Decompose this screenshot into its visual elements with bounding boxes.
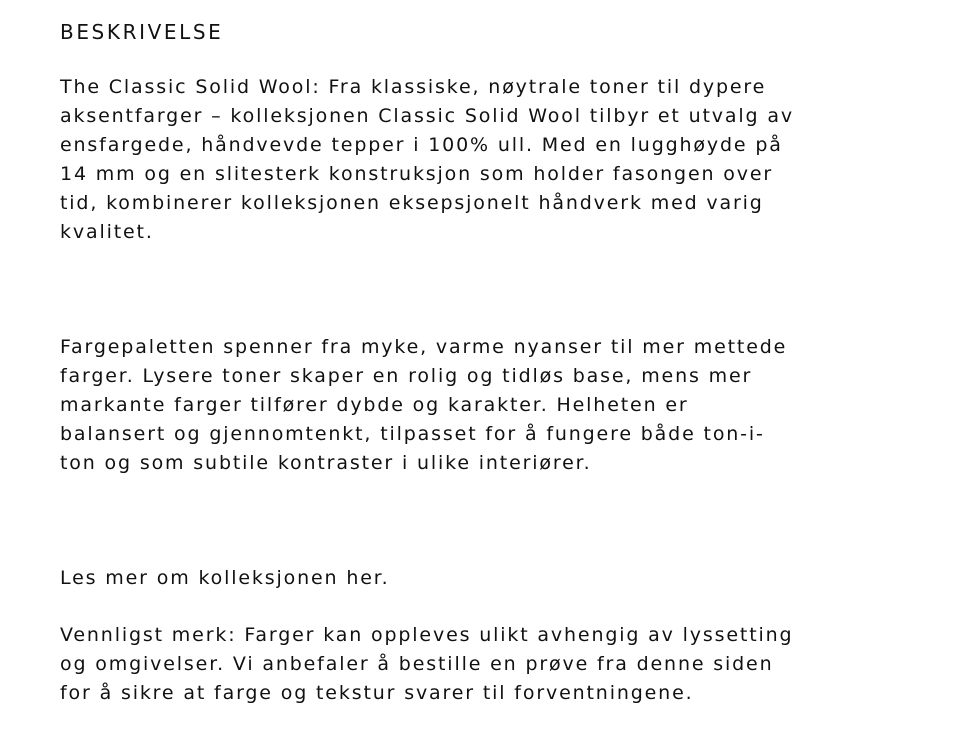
color-disclaimer-note <box>60 621 930 708</box>
text-line: for å sikre at farge og tekstur svarer til forventningene. <box>60 682 694 704</box>
text-line: ensfargede, håndvevde tepper i 100% ull. Med en lugghøyde på <box>60 134 783 156</box>
text-line: farger. Lysere toner skaper en rolig og tidløs base, mens mer <box>60 365 753 387</box>
description-paragraph-intro <box>60 73 930 247</box>
product-description <box>60 18 930 708</box>
text-line: 14 mm og en slitesterk konstruksjon som holder fasongen over <box>60 163 774 185</box>
text-line: og omgivelser. Vi anbefaler å bestille en prøve fra denne siden <box>60 653 774 675</box>
description-paragraph-palette <box>60 333 930 478</box>
text-line: tid, kombinerer kolleksjonen eksepsjonelt håndverk med varig <box>60 192 764 214</box>
text-line: Vennligst merk: Farger kan oppleves ulikt avhengig av lyssetting <box>60 624 794 646</box>
description-heading: BESKRIVELSE <box>60 20 224 44</box>
text-line: kvalitet. <box>60 221 154 243</box>
text-line: Fargepaletten spenner fra myke, varme nyanser til mer mettede <box>60 336 788 358</box>
read-more-link[interactable]: Les mer om kolleksjonen her. <box>60 567 390 589</box>
text-line: ton og som subtile kontraster i ulike interiører. <box>60 452 592 474</box>
text-line: The Classic Solid Wool: Fra klassiske, nøytrale toner til dypere <box>60 76 767 98</box>
text-line: balansert og gjennomtenkt, tilpasset for å fungere både ton-i- <box>60 423 765 445</box>
text-line: aksentfarger – kolleksjonen Classic Solid Wool tilbyr et utvalg av <box>60 105 794 127</box>
text-line: markante farger tilfører dybde og karakter. Helheten er <box>60 394 689 416</box>
